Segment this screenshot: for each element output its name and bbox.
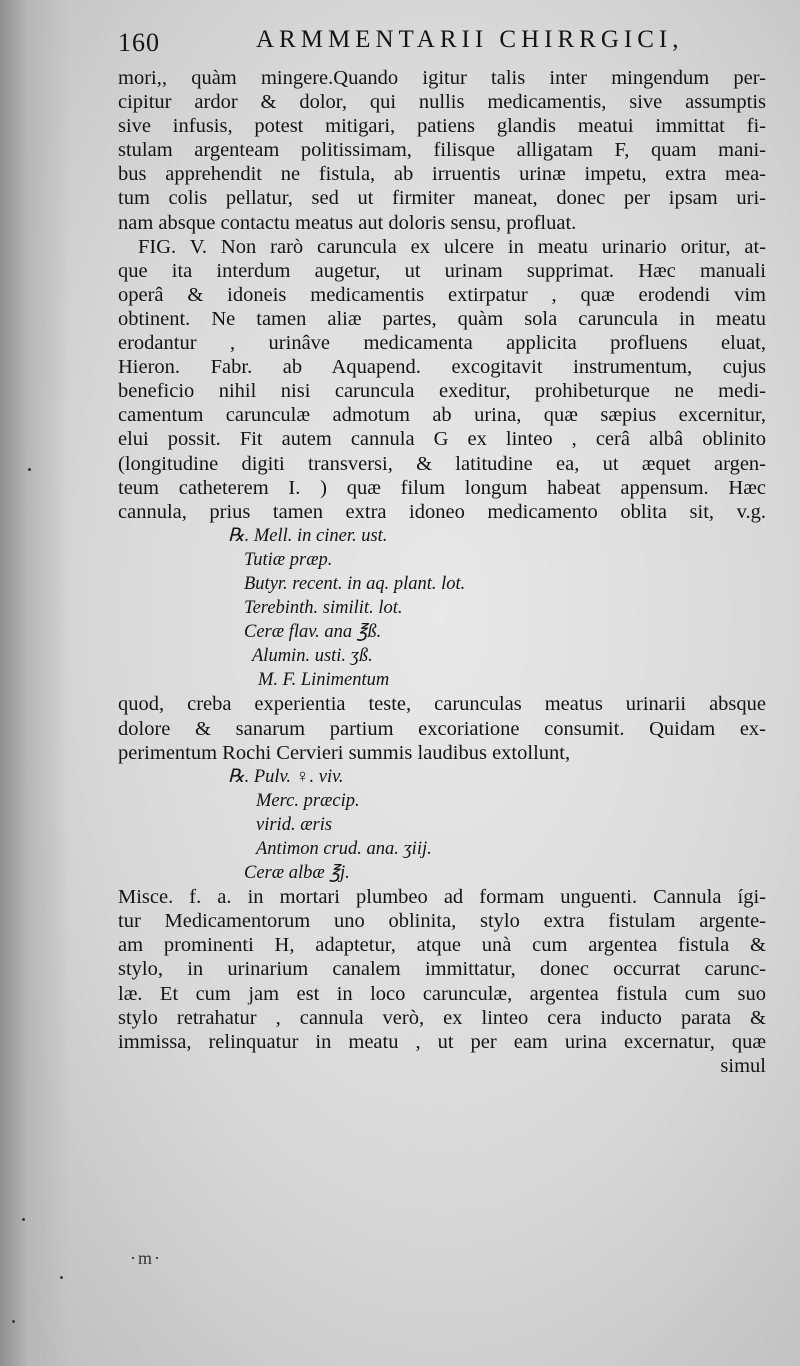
page-number: 160 <box>118 28 160 57</box>
recipe-line: Antimon crud. ana. ʒiij. <box>256 839 432 859</box>
ink-speck <box>28 468 31 471</box>
recipe-line: virid. æris <box>256 814 333 835</box>
text-line: Misce. f. a. in mortari plumbeo ad formam unguenti. Cannula ígi- <box>118 886 766 909</box>
ink-speck <box>22 1218 25 1221</box>
ink-speck <box>12 1320 15 1323</box>
text-line: am prominenti H, adaptetur, atque unà cum argentea fistula & <box>118 934 766 957</box>
text-line: nam absque contactu meatus aut doloris sensu, profluat. <box>118 211 577 234</box>
recipe-line: Butyr. recent. in aq. plant. lot. <box>244 573 466 594</box>
text-line: tum colis pellatur, sed ut firmiter maneat, donec per ipsam uri- <box>118 187 766 210</box>
text-line: teum catheterem I. ) quæ filum longum habeat appensum. Hæc <box>118 476 766 499</box>
ink-speck <box>60 1276 63 1279</box>
recipe-line: Tutiæ præp. <box>244 549 333 570</box>
text-line: obtinent. Ne tamen aliæ partes, quàm sola caruncula in meatu <box>118 307 766 330</box>
recipe-line: ℞. Mell. in ciner. ust. <box>228 525 388 546</box>
text-line: immissa, relinquatur in meatu , ut per eam urina excernatur, quæ <box>118 1030 766 1053</box>
text-line: cipitur ardor & dolor, qui nullis medicamentis, sive assumptis <box>118 91 766 114</box>
recipe-line: Merc. præcip. <box>256 790 360 811</box>
recipe-line: Ceræ albæ ℥j. <box>244 863 350 884</box>
recipe-line: Terebinth. similit. lot. <box>244 598 403 619</box>
page-header <box>118 22 778 62</box>
text-line: Hieron. Fabr. ab Aquapend. excogitavit instrumentum, cujus <box>118 356 766 379</box>
text-line: camentum carunculæ admotum ab urina, quæ sæpius excernitur, <box>118 404 766 427</box>
recipe-line: ℞. Pulv. ♀. viv. <box>228 766 344 787</box>
recipe-line: Ceræ flav. ana ℥ß. <box>244 622 382 643</box>
main-text <box>118 66 766 1078</box>
recipe-line: M. F. Linimentum <box>258 670 390 691</box>
text-line: bus apprehendit ne fistula, ab irruentis urinæ impetu, extra mea- <box>118 163 766 186</box>
text-line: læ. Et cum jam est in loco carunculæ, argentea fistula cum suo <box>118 982 766 1005</box>
recipe-line: Alumin. usti. ʒß. <box>252 646 373 667</box>
running-head: ARMMENTARII CHIRRGICI, <box>256 26 684 53</box>
catchword: simul <box>720 1054 766 1077</box>
signature-mark: ·m· <box>130 1248 162 1268</box>
text-line: quod, creba experientia teste, carunculas meatus urinarii absque <box>118 693 766 716</box>
text-line: FIG. V. Non rarò caruncula ex ulcere in meatu urinario oritur, at- <box>138 235 766 258</box>
text-line: tur Medicamentorum uno oblinita, stylo extra fistulam argente- <box>118 910 766 933</box>
text-line: elui possit. Fit autem cannula G ex linteo , cerâ albâ oblinito <box>118 428 766 451</box>
text-line: beneficio nihil nisi caruncula exeditur, prohibeturque ne medi- <box>118 380 766 403</box>
text-line: perimentum Rochi Cervieri summis laudibus extollunt, <box>118 741 571 764</box>
text-line: stylo, in urinarium canalem immittatur, donec occurrat carunc- <box>118 958 766 981</box>
binding-shadow <box>0 0 70 1366</box>
text-line: cannula, prius tamen extra idoneo medicamento oblita sit, v.g. <box>118 500 766 523</box>
text-line: stulam argenteam politissimam, filisque alligatam F, quam mani- <box>118 139 766 162</box>
text-line: (longitudine digiti transversi, & latitudine ea, ut æquet argen- <box>118 452 766 475</box>
text-line: stylo retrahatur , cannula verò, ex linteo cera inducto parata & <box>118 1006 766 1029</box>
text-line: mori,, quàm mingere.Quando igitur talis inter mingendum per- <box>118 67 766 89</box>
text-line: dolore & sanarum partium excoriatione consumit. Quidam ex- <box>118 717 766 740</box>
text-line: que ita interdum augetur, ut urinam supprimat. Hæc manuali <box>118 259 766 282</box>
text-line: sive infusis, potest mitigari, patiens glandis meatui immittat fi- <box>118 115 766 138</box>
text-line: operâ & idoneis medicamentis extirpatur , quæ erodendi vim <box>118 283 766 306</box>
text-line: erodantur , urinâve medicamenta applicita profluens eluat, <box>118 332 766 355</box>
